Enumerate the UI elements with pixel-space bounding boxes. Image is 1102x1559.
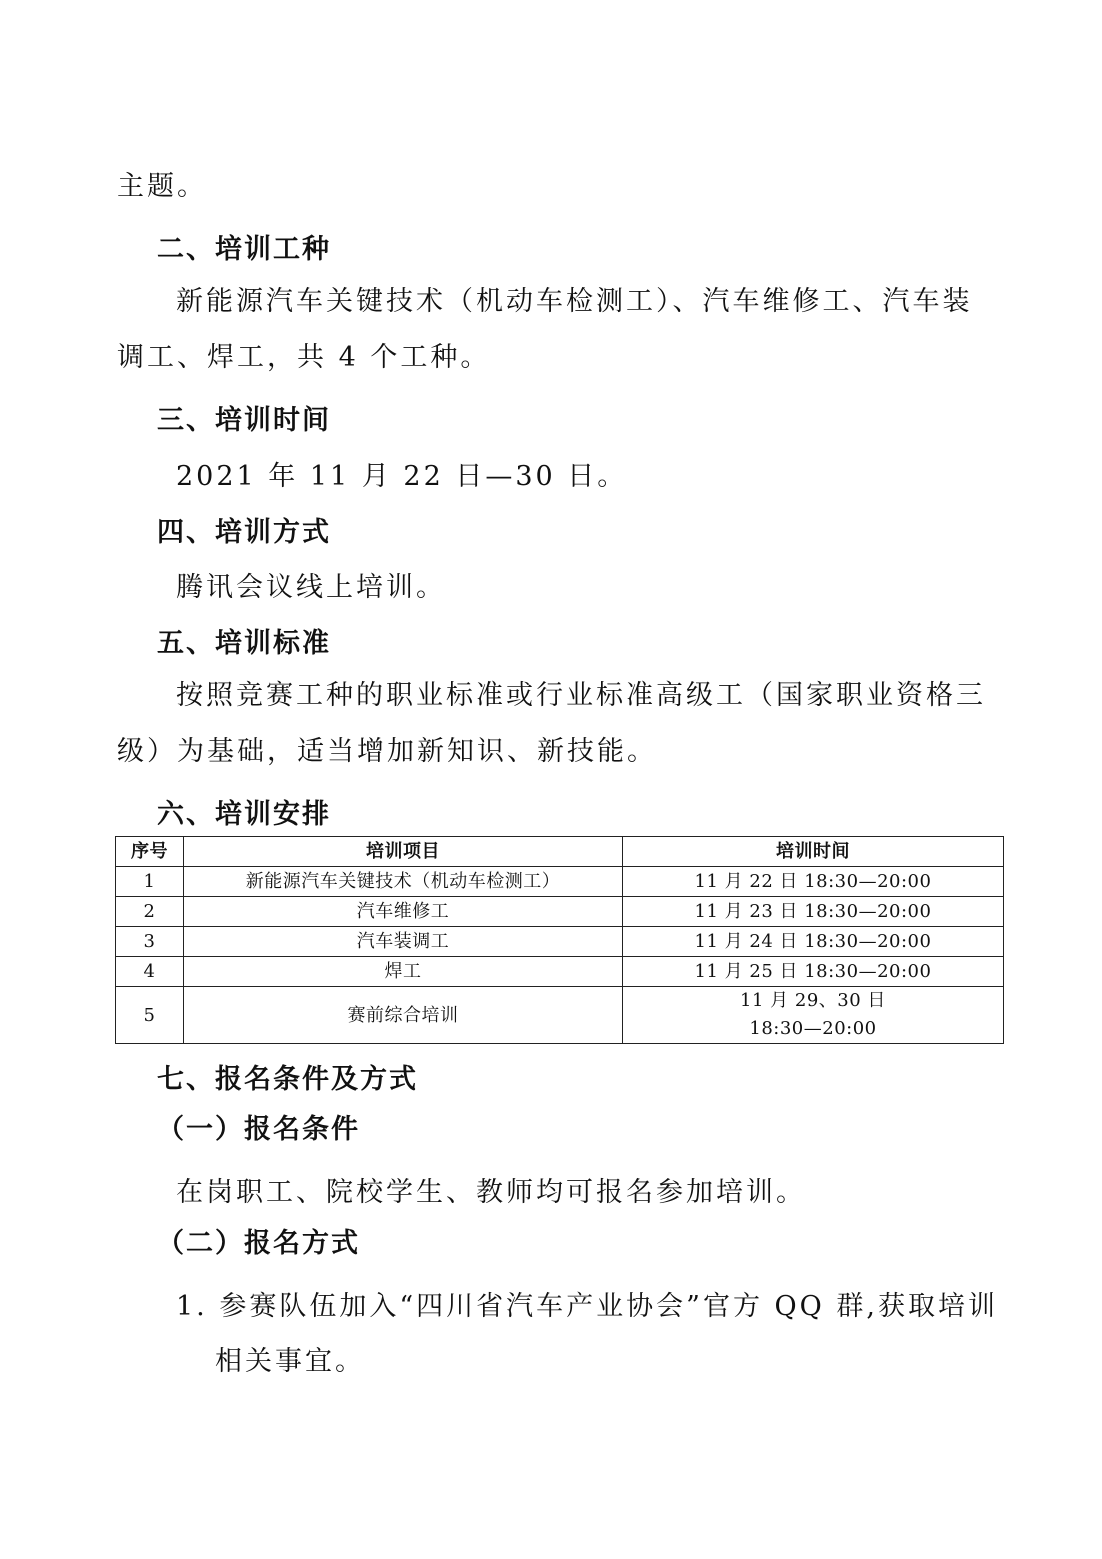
paragraph-topic-end: 主题。 bbox=[117, 171, 207, 202]
column-header-time: 培训时间 bbox=[623, 837, 1004, 867]
paragraph-training-time: 2021 年 11 月 22 日—30 日。 bbox=[176, 461, 628, 492]
cell-time: 11 月 23 日 18:30—20:00 bbox=[623, 897, 1004, 927]
paragraph-training-types-1: 新能源汽车关键技术（机动车检测工）、汽车维修工、汽车装 bbox=[176, 286, 973, 317]
section-heading-training-schedule: 六、培训安排 bbox=[157, 799, 331, 830]
table-row bbox=[116, 867, 1004, 897]
cell-item: 焊工 bbox=[184, 957, 623, 987]
subheading-registration-method: （二）报名方式 bbox=[157, 1228, 360, 1259]
cell-no: 2 bbox=[116, 897, 184, 927]
subheading-registration-conditions: （一）报名条件 bbox=[157, 1114, 360, 1145]
section-heading-training-standard: 五、培训标准 bbox=[157, 628, 331, 659]
cell-item: 新能源汽车关键技术（机动车检测工） bbox=[184, 867, 623, 897]
section-heading-training-time: 三、培训时间 bbox=[157, 405, 331, 436]
paragraph-training-method: 腾讯会议线上培训。 bbox=[176, 572, 446, 603]
cell-time-date: 11 月 29、30 日 bbox=[740, 990, 886, 1011]
cell-time: 11 月 24 日 18:30—20:00 bbox=[623, 927, 1004, 957]
cell-time: 11 月 22 日 18:30—20:00 bbox=[623, 867, 1004, 897]
cell-no: 5 bbox=[116, 987, 184, 1044]
table-header-row bbox=[116, 837, 1004, 867]
list-item-registration-1: 1. 参赛队伍加入“四川省汽车产业协会”官方 QQ 群,获取培训 bbox=[176, 1291, 998, 1322]
table-row bbox=[116, 987, 1004, 1044]
cell-time: 11 月 25 日 18:30—20:00 bbox=[623, 957, 1004, 987]
section-heading-registration: 七、报名条件及方式 bbox=[157, 1064, 418, 1095]
cell-no: 1 bbox=[116, 867, 184, 897]
section-heading-training-types: 二、培训工种 bbox=[157, 234, 331, 265]
paragraph-registration-conditions: 在岗职工、院校学生、教师均可报名参加培训。 bbox=[176, 1177, 806, 1208]
cell-time bbox=[623, 987, 1004, 1044]
cell-item: 汽车维修工 bbox=[184, 897, 623, 927]
table-row bbox=[116, 957, 1004, 987]
section-heading-training-method: 四、培训方式 bbox=[157, 517, 331, 548]
cell-time-hours: 18:30—20:00 bbox=[749, 1018, 877, 1039]
column-header-item: 培训项目 bbox=[184, 837, 623, 867]
paragraph-training-types-2: 调工、焊工，共 4 个工种。 bbox=[117, 342, 491, 373]
training-schedule-table bbox=[115, 836, 1004, 1044]
table-row bbox=[116, 897, 1004, 927]
cell-no: 4 bbox=[116, 957, 184, 987]
paragraph-training-standard-1: 按照竞赛工种的职业标准或行业标准高级工（国家职业资格三 bbox=[176, 680, 986, 711]
table-row bbox=[116, 927, 1004, 957]
column-header-no: 序号 bbox=[116, 837, 184, 867]
cell-item: 汽车装调工 bbox=[184, 927, 623, 957]
cell-item: 赛前综合培训 bbox=[184, 987, 623, 1044]
cell-no: 3 bbox=[116, 927, 184, 957]
paragraph-training-standard-2: 级）为基础，适当增加新知识、新技能。 bbox=[117, 736, 657, 767]
list-item-registration-1-cont: 相关事宜。 bbox=[215, 1346, 365, 1377]
